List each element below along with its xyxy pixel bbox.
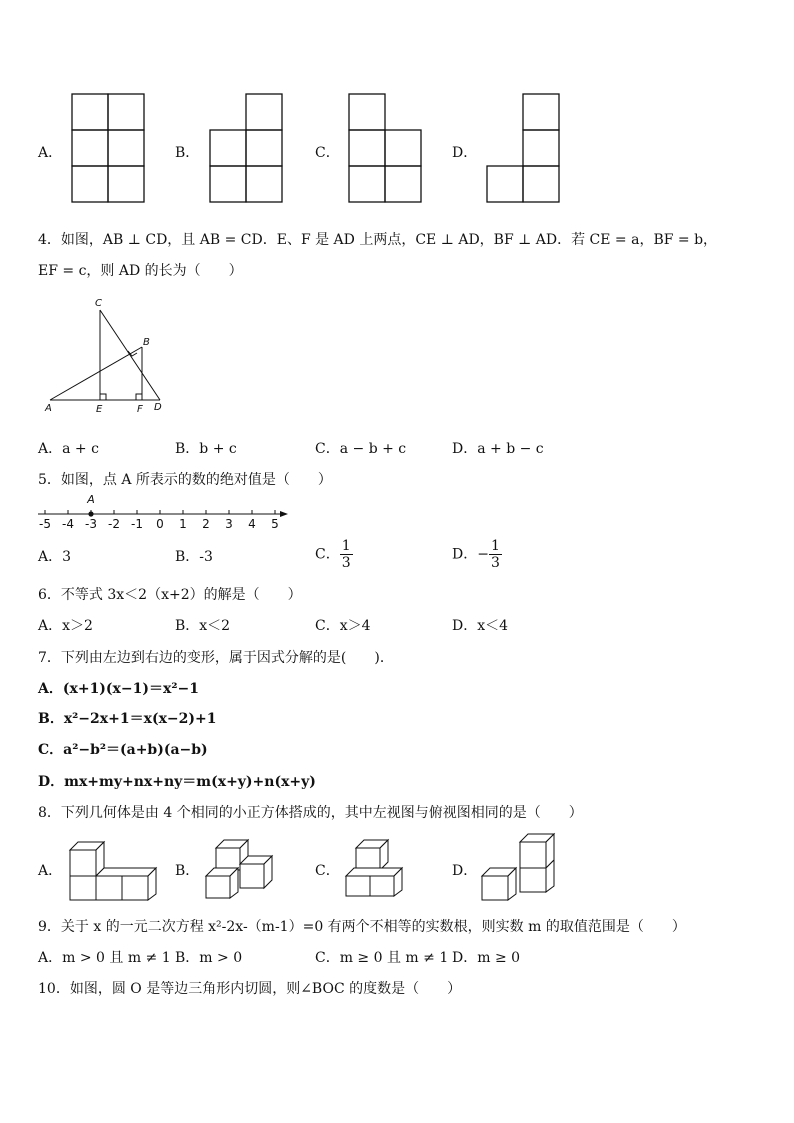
q8-option-d-label: D． xyxy=(452,863,478,879)
q5-option-c-fraction xyxy=(340,538,353,571)
q5-tick-label: 3 xyxy=(225,517,233,530)
q5-tick-label: -2 xyxy=(108,517,120,530)
q5-option-d xyxy=(452,538,502,571)
q4-option-d: D．a + b − c xyxy=(452,441,544,457)
q8-option-a-label: A． xyxy=(38,863,63,879)
q7-option-d: D．mx+my+nx+ny＝m(x+y)+n(x+y) xyxy=(38,774,316,790)
q4-label-d: D xyxy=(154,402,162,413)
q9-option-c: C．m ≥ 0 且 m ≠ 1 xyxy=(315,950,449,966)
q9-option-d: D．m ≥ 0 xyxy=(452,950,521,966)
q5-tick-label: 4 xyxy=(248,517,256,530)
q8-stem: 8．下列几何体是由 4 个相同的小正方体搭成的，其中左视图与俯视图相同的是（ ） xyxy=(38,805,583,821)
q5-tick-label: -5 xyxy=(39,517,51,530)
q9-option-b: B．m > 0 xyxy=(175,950,243,966)
q5-option-d-fraction xyxy=(489,538,502,571)
q5-option-a: A．3 xyxy=(38,549,72,565)
q3-option-b-figure xyxy=(208,92,286,206)
q5-tick-label: 5 xyxy=(271,517,279,530)
q5-tick-label: -1 xyxy=(131,517,143,530)
q8-option-a-figure xyxy=(66,838,166,902)
q3-option-c-label: C． xyxy=(315,145,340,161)
q3-option-a-label: A． xyxy=(38,145,63,161)
q5-tick-label: -3 xyxy=(85,517,97,530)
q4-option-c: C．a − b + c xyxy=(315,441,407,457)
q4-stem-line1: 4．如图，AB ⊥ CD，且 AB = CD．E、F 是 AD 上两点，CE ⊥ AD，BF ⊥ AD．若 CE = a，BF = b， xyxy=(38,232,718,248)
q5-point-a xyxy=(88,511,93,516)
q5-tick-label: 0 xyxy=(156,517,164,530)
q9-option-a: A．m > 0 且 m ≠ 1 xyxy=(38,950,171,966)
q5-option-d-num: 1 xyxy=(490,538,500,554)
q5-point-a-label: A xyxy=(87,493,95,506)
q4-label-e: E xyxy=(96,404,103,415)
q9-stem: 9．关于 x 的一元二次方程 x²-2x-（m-1）=0 有两个不相等的实数根，则实数 m 的取值范围是（ ） xyxy=(38,919,686,935)
q5-number-line xyxy=(34,490,294,530)
q6-option-d: D．x＜4 xyxy=(452,618,509,634)
q4-option-a: A．a + c xyxy=(38,441,99,457)
q5-option-c-den: 3 xyxy=(341,555,351,571)
q8-option-d-figure xyxy=(480,830,570,904)
q8-option-b-figure xyxy=(204,834,284,902)
q5-option-d-den: 3 xyxy=(490,555,500,571)
q5-option-c-num: 1 xyxy=(341,538,351,554)
q4-option-b: B．b + c xyxy=(175,441,237,457)
q4-label-b: B xyxy=(143,337,150,348)
q8-option-b-label: B． xyxy=(175,863,200,879)
q5-option-c-prefix: C． xyxy=(315,546,340,563)
q3-option-d-label: D． xyxy=(452,145,478,161)
q8-option-c-label: C． xyxy=(315,863,340,879)
q4-label-a: A xyxy=(45,403,52,414)
q3-option-c-figure xyxy=(347,92,425,206)
q3-option-d-figure xyxy=(485,92,563,206)
q4-label-c: C xyxy=(95,298,102,309)
q5-tick-label: 1 xyxy=(179,517,187,530)
q7-stem: 7．下列由左边到右边的变形，属于因式分解的是( )． xyxy=(38,650,394,666)
q6-option-c: C．x＞4 xyxy=(315,618,371,634)
q6-stem: 6．不等式 3x＜2（x+2）的解是（ ） xyxy=(38,587,302,603)
q7-option-c: C．a²−b²＝(a+b)(a−b) xyxy=(38,742,208,758)
q5-stem: 5．如图，点 A 所表示的数的绝对值是（ ） xyxy=(38,472,332,488)
q5-tick-label: -4 xyxy=(62,517,74,530)
q5-option-b: B．-3 xyxy=(175,549,213,565)
q5-tick-label: 2 xyxy=(202,517,210,530)
q3-option-a-figure xyxy=(70,92,148,206)
q6-option-b: B．x＜2 xyxy=(175,618,231,634)
q10-stem: 10．如图，圆 O 是等边三角形内切圆，则∠BOC 的度数是（ ） xyxy=(38,981,462,997)
q4-figure xyxy=(40,292,180,416)
q3-option-b-label: B． xyxy=(175,145,200,161)
q6-option-a: A．x＞2 xyxy=(38,618,93,634)
q5-option-d-prefix: D．− xyxy=(452,546,489,563)
q4-label-f: F xyxy=(137,404,143,415)
q5-option-c xyxy=(315,538,353,571)
q7-option-a: A．(x+1)(x−1)＝x²−1 xyxy=(38,681,199,697)
q7-option-b: B．x²−2x+1＝x(x−2)+1 xyxy=(38,711,217,727)
q4-stem-line2: EF = c，则 AD 的长为（ ） xyxy=(38,263,243,279)
q8-option-c-figure xyxy=(344,834,424,902)
